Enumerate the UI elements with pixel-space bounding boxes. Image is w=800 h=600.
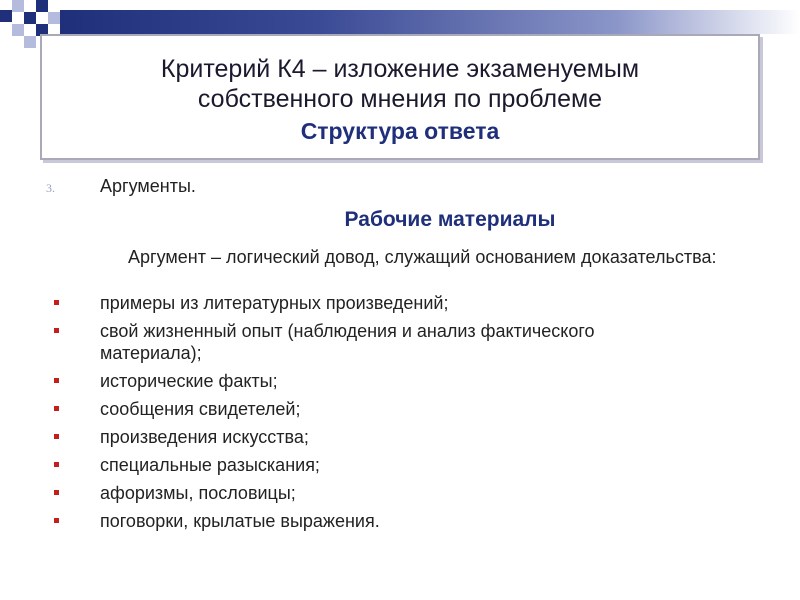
list-item-text: примеры из литературных произведений; xyxy=(100,293,449,313)
list-item xyxy=(0,482,700,504)
slide-title-line-1: Критерий К4 – изложение экзаменуемым xyxy=(160,55,640,83)
deco-square xyxy=(24,12,36,24)
list-item-text: исторические факты; xyxy=(100,371,278,391)
bullet-square-icon xyxy=(54,328,59,333)
deco-square xyxy=(48,12,60,24)
header-gradient-bar xyxy=(60,10,800,34)
list-item-text: сообщения свидетелей; xyxy=(100,399,301,419)
definition-text: Аргумент – логический довод, служащий основанием доказательства: xyxy=(128,247,717,267)
list-item-text: произведения искусства; xyxy=(100,427,309,447)
list-item xyxy=(0,398,700,420)
list-item xyxy=(0,454,700,476)
list-item xyxy=(0,320,700,364)
list-item xyxy=(0,510,700,532)
numbered-item-marker: 3. xyxy=(46,181,55,195)
bullet-square-icon xyxy=(54,300,59,305)
bullet-square-icon xyxy=(54,462,59,467)
numbered-item-text: Аргументы. xyxy=(100,176,196,196)
list-item xyxy=(0,292,700,314)
deco-square xyxy=(12,24,24,36)
deco-square xyxy=(0,10,12,22)
list-item xyxy=(0,370,700,392)
bullet-square-icon xyxy=(54,378,59,383)
list-item-text: афоризмы, пословицы; xyxy=(100,483,296,503)
list-item xyxy=(0,426,700,448)
list-item-text: специальные разыскания; xyxy=(100,455,320,475)
bullet-list xyxy=(0,292,800,538)
deco-square xyxy=(12,0,24,12)
slide-title-line-2: собственного мнения по проблеме xyxy=(197,85,603,113)
deco-square xyxy=(36,0,48,12)
slide-title-box xyxy=(40,34,760,160)
section-heading: Рабочие материалы xyxy=(344,208,556,231)
slide-subtitle: Структура ответа xyxy=(300,118,500,144)
deco-square xyxy=(24,36,36,48)
bullet-square-icon xyxy=(54,406,59,411)
bullet-square-icon xyxy=(54,490,59,495)
list-item-text: свой жизненный опыт (наблюдения и анализ фактического материала); xyxy=(100,321,595,363)
bullet-square-icon xyxy=(54,518,59,523)
list-item-text: поговорки, крылатые выражения. xyxy=(100,511,380,531)
bullet-square-icon xyxy=(54,434,59,439)
